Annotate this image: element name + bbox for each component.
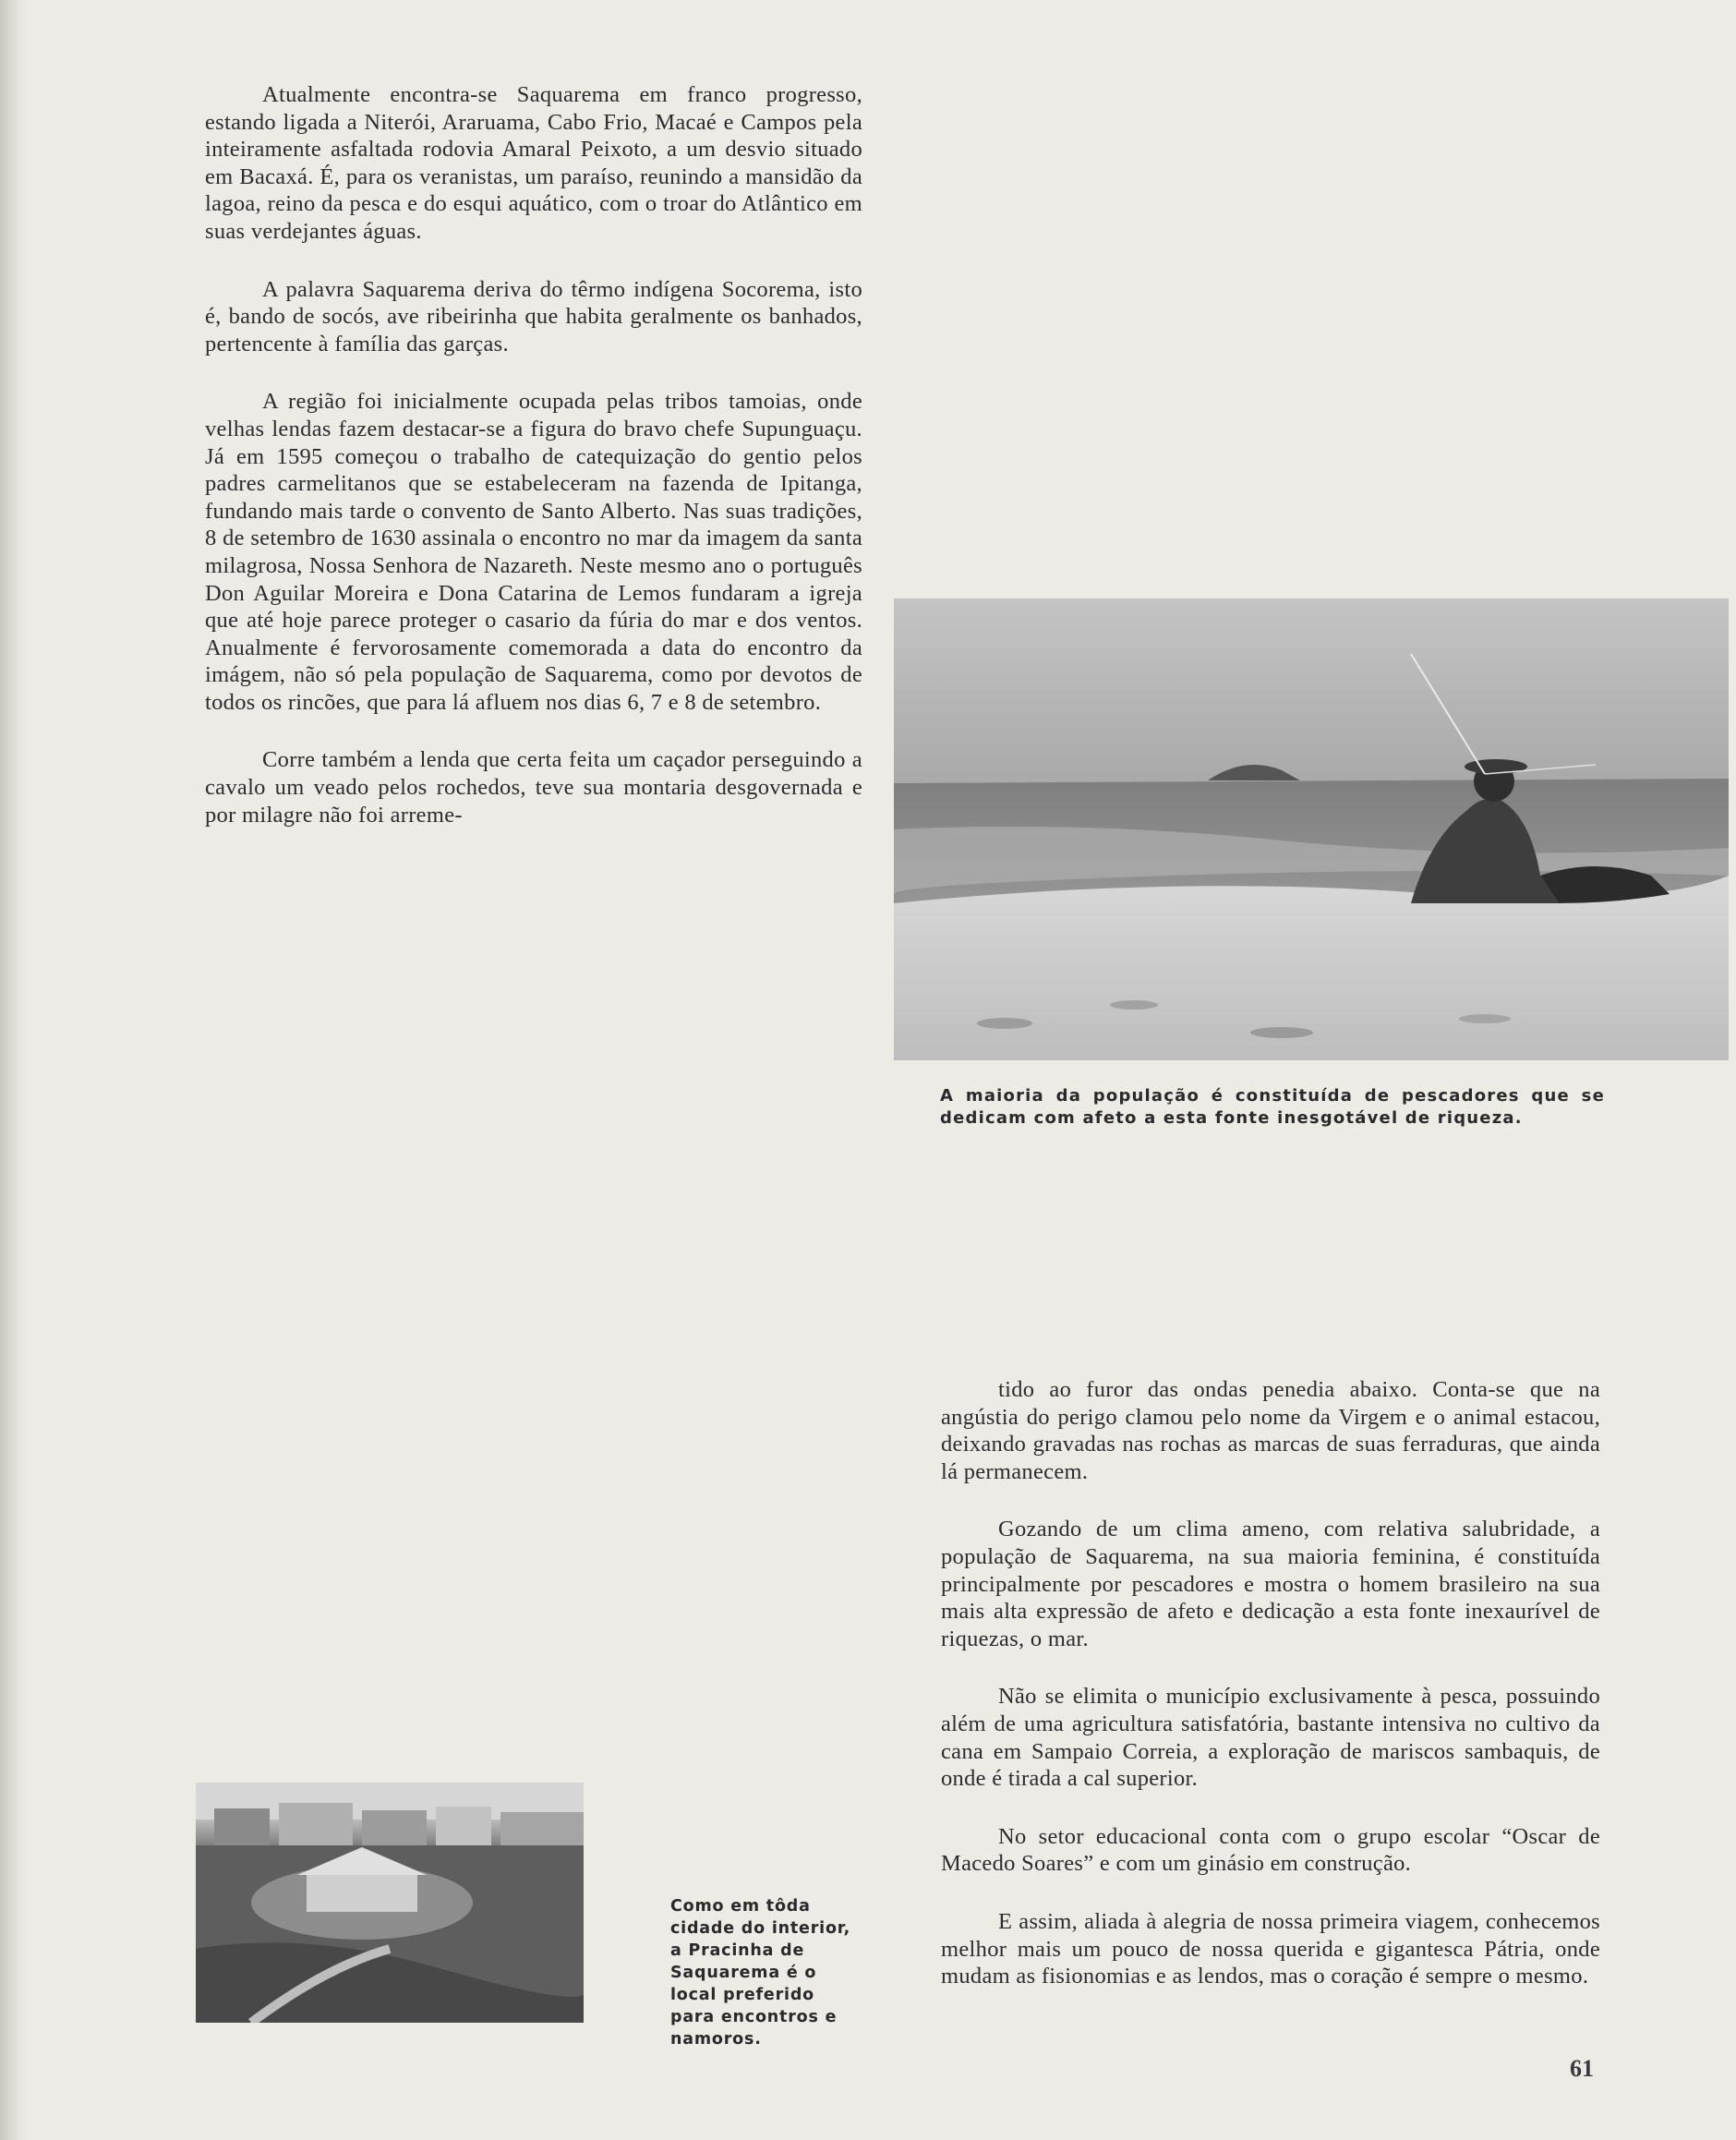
right-text-column [941,1376,1600,2021]
plaza-photo [196,1783,584,2023]
paragraph: Corre também a lenda que certa feita um caçador perseguindo a cavalo um veado pelos rochedos, teve sua montaria desgovernada e por milagre não foi arreme- [205,747,862,828]
paragraph: No setor educacional conta com o grupo escolar “Oscar de Macedo Soares” e com um ginásio em construção. [941,1823,1600,1877]
paragraph: Gozando de um clima ameno, com relativa salubridade, a população de Saquarema, na sua maioria feminina, é constituída principalmente por pescadores e mostra o homem brasileiro na sua mais alta expressão de afeto e dedicação a esta fonte inexaurível de riquezas, o mar. [941,1517,1600,1651]
paragraph: tido ao furor das ondas penedia abaixo. Conta-se que na angústia do perigo clamou pelo nome da Virgem e o animal estacou, deixando gravadas nas rochas as marcas de suas ferraduras, que ainda lá permanecem. [941,1377,1600,1484]
plaza-photo-caption: Como em tôda cidade do interior, a Pracinha de Saquarema é o local preferido para encontros e namoros. [670,1897,851,2049]
left-text-column [205,81,862,859]
paragraph: A região foi inicialmente ocupada pelas tribos tamoias, onde velhas lendas fazem destacar-se a figura do bravo chefe Supunguaçu. Já em 1595 começou o trabalho de catequização do gentio pelos padres carmelitanos que se estabeleceram na fazenda de Ipitanga, fundando mais tarde o convento de Santo Alberto. Nas suas tradições, 8 de setembro de 1630 assinala o encontro no mar da imagem da santa milagrosa, Nossa Senhora de Nazareth. Neste mesmo ano o português Don Aguilar Moreira e Dona Catarina de Lemos fundaram a igreja que até hoje parece proteger o casario da fúria do mar e dos ventos. Anualmente é fervorosamente comemorada a data do encontro da imágem, não só pela população de Saquarema, como por devotos de todos os rincões, que para lá afluem nos dias 6, 7 e 8 de setembro. [205,389,862,715]
beach-photo-caption: A maioria da população é constituída de pescadores que se dedicam com afeto a esta fonte inesgotável de riqueza. [940,1086,1605,1128]
paragraph: Não se elimita o município exclusivamente à pesca, possuindo além de uma agricultura satisfatória, bastante intensiva no cultivo da cana em Sampaio Correia, a exploração de mariscos sambaquis, de onde é tirada a cal superior. [941,1684,1600,1792]
plaza-photo-illustration [196,1783,584,2023]
page-binding-shadow [0,0,28,2140]
beach-photo [894,598,1729,1060]
page-number: 61 [1570,2055,1594,2082]
paragraph: Atualmente encontra-se Saquarema em franco progresso, estando ligada a Niterói, Araruama, Cabo Frio, Macaé e Campos pela inteiramente asfaltada rodovia Amaral Peixoto, a um desvio situado em Bacaxá. É, para os veranistas, um paraíso, reunindo a mansidão da lagoa, reino da pesca e do esqui aquático, com o troar do Atlântico em suas verdejantes águas. [205,82,862,244]
paragraph: E assim, aliada à alegria de nossa primeira viagem, conhecemos melhor mais um pouco de nossa querida e gigantesca Pátria, onde mudam as fisionomias e as lendos, mas o coração é sempre o mesmo. [941,1908,1600,1989]
paragraph: A palavra Saquarema deriva do têrmo indígena Socorema, isto é, bando de socós, ave ribeirinha que habita geralmente os banhados, pertencente à família das garças. [205,276,862,357]
beach-photo-illustration [894,598,1729,1060]
